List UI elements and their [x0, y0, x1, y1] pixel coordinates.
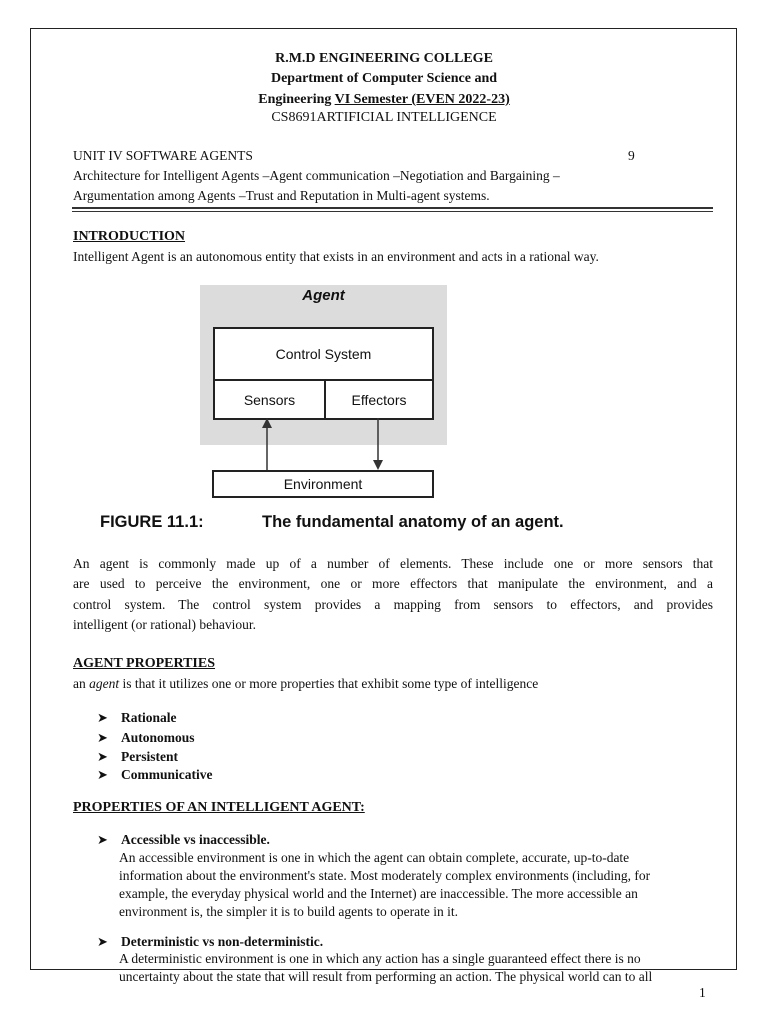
intelligent-agent-properties-heading: PROPERTIES OF AN INTELLIGENT AGENT:	[73, 800, 365, 815]
department-line: Department of Computer Science and	[270, 71, 498, 86]
effectors-box: Effectors	[324, 379, 434, 420]
property-item: ➤ Communicative	[97, 767, 213, 783]
introduction-text: Intelligent Agent is an autonomous entity that exists in an environment and acts in a rational way.	[73, 249, 599, 264]
property-item: ➤ Persistent	[97, 749, 178, 765]
agent-paragraph-line-1: An agent is commonly made up of a number of elements. These include one or more sensors that	[73, 556, 713, 571]
control-system-box: Control System	[213, 327, 434, 381]
arrow-bullet-icon: ➤	[97, 935, 108, 950]
agent-paragraph-line-2: are used to perceive the environment, one or more effectors that manipulate the environment, and a	[73, 576, 713, 591]
arrow-bullet-icon: ➤	[97, 750, 108, 765]
deterministic-text: A deterministic environment is one in which any action has a single guaranteed effect there is no uncertainty about the state that will result from performing an action. The physical world can to all	[119, 951, 653, 984]
diagram-arrows	[200, 418, 447, 473]
figure-caption-number: FIGURE 11.1:	[100, 513, 204, 531]
unit-title: UNIT IV SOFTWARE AGENTS	[73, 148, 253, 163]
semester-line: Engineering VI Semester (EVEN 2022-23)	[258, 92, 510, 107]
unit-desc-line-1: Architecture for Intelligent Agents –Agent communication –Negotiation and Bargaining –	[73, 168, 560, 183]
agent-paragraph-line-4: intelligent (or rational) behaviour.	[73, 617, 256, 632]
arrow-bullet-icon: ➤	[97, 731, 108, 746]
course-title: CS8691ARTIFICIAL INTELLIGENCE	[271, 110, 497, 125]
college-name: R.M.D ENGINEERING COLLEGE	[275, 51, 493, 66]
agent-label: Agent	[302, 287, 345, 304]
section-divider	[72, 207, 713, 212]
sensors-box: Sensors	[213, 379, 326, 420]
agent-properties-heading: AGENT PROPERTIES	[73, 656, 216, 671]
figure-caption-text: The fundamental anatomy of an agent.	[262, 513, 564, 531]
arrow-bullet-icon: ➤	[97, 711, 108, 726]
environment-box: Environment	[212, 470, 434, 498]
arrow-bullet-icon: ➤	[97, 833, 108, 848]
unit-desc-line-2: Argumentation among Agents –Trust and Reputation in Multi-agent systems.	[73, 188, 490, 203]
accessible-title: ➤ Accessible vs inaccessible.	[97, 832, 270, 848]
property-item: ➤ Rationale	[97, 710, 177, 726]
effector-arrowhead	[373, 460, 383, 470]
unit-hours: 9	[628, 148, 635, 163]
arrow-bullet-icon: ➤	[97, 768, 108, 783]
property-item: ➤ Autonomous	[97, 730, 195, 746]
introduction-heading: INTRODUCTION	[73, 229, 186, 244]
deterministic-title: ➤ Deterministic vs non-deterministic.	[97, 934, 324, 950]
sensor-arrowhead	[262, 418, 272, 428]
page-number: 1	[699, 985, 706, 1000]
agent-properties-intro: an agent is that it utilizes one or more properties that exhibit some type of intelligence	[73, 676, 539, 691]
agent-paragraph-line-3: control system. The control system provides a mapping from sensors to effectors, and provides	[73, 597, 713, 612]
accessible-text: An accessible environment is one in which the agent can obtain complete, accurate, up-to-date information about the environment's state. Most moderately complex environments (including, for example, the everyday physical world and the Internet) are inaccessible. The more accessible an environment is, the simpler it is to build agents to operate in it.	[119, 850, 651, 919]
